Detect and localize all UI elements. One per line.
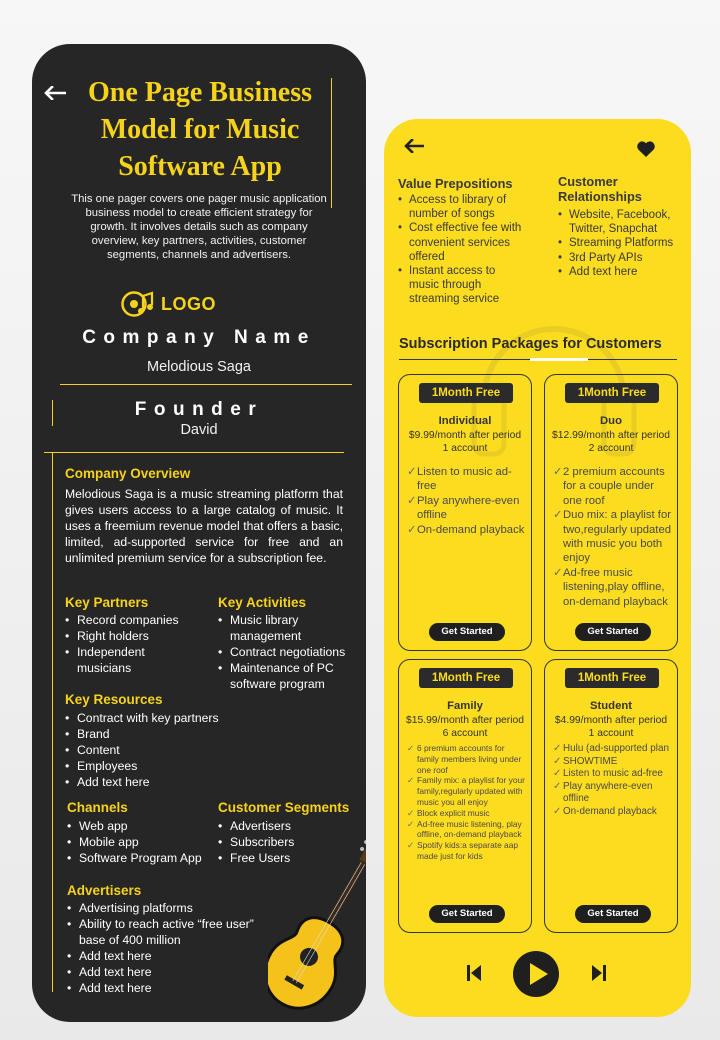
- badge-free-month: 1Month Free: [565, 668, 659, 688]
- list-item: • Mobile app: [67, 834, 217, 850]
- play-button[interactable]: [513, 951, 559, 997]
- value-heading: Value Prepositions: [398, 176, 513, 191]
- accounts-text: 1 account: [442, 443, 488, 454]
- plan-price: [399, 714, 531, 740]
- relations-list: [558, 208, 676, 279]
- list-item: • Advertising platforms: [67, 900, 272, 916]
- list-item: • Brand: [65, 726, 265, 742]
- feature-item: ✓ Play anywhere-even offline: [553, 781, 677, 806]
- left-panel: [32, 44, 366, 1022]
- package-card-duo: [544, 374, 678, 651]
- feature-item: ✓ Hulu (ad-supported plan: [553, 743, 677, 756]
- get-started-button[interactable]: Get Started: [429, 905, 505, 923]
- list-item: • Access to library of number of songs: [398, 193, 528, 221]
- list-item: • Software Program App: [67, 850, 217, 866]
- badge-free-month: 1Month Free: [419, 383, 513, 403]
- get-started-button[interactable]: Get Started: [429, 623, 505, 641]
- feature-item: ✓ Ad-free music listening,play offline, on-demand playback: [553, 566, 675, 609]
- list-item: • Website, Facebook, Twitter, Snapchat: [558, 208, 676, 236]
- list-item: • Web app: [67, 818, 217, 834]
- segments-heading: Customer Segments: [218, 800, 350, 815]
- overview-heading: Company Overview: [65, 466, 191, 481]
- list-item: • Independent musicians: [65, 644, 195, 676]
- list-item: • Add text here: [67, 948, 272, 964]
- list-item: • Add text here: [67, 964, 272, 980]
- list-item: • Add text here: [558, 265, 676, 279]
- founder-heading: Founder: [134, 399, 264, 420]
- activities-list: [218, 612, 358, 692]
- price-text: $4.99/month after period: [554, 715, 668, 726]
- value-list: [398, 193, 528, 307]
- price-text: $9.99/month after period: [408, 430, 522, 441]
- subscription-title: Subscription Packages for Customers: [399, 336, 662, 352]
- feature-list: [553, 743, 677, 819]
- list-item: • Record companies: [65, 612, 195, 628]
- accounts-text: 6 account: [442, 728, 488, 739]
- resources-list: [65, 710, 265, 790]
- feature-list: [407, 743, 525, 862]
- guitar-icon: [268, 824, 366, 1022]
- price-text: $15.99/month after period: [406, 715, 524, 726]
- feature-item: ✓ Duo mix: a playlist for two,regularly updated with music you both enjoy: [553, 508, 675, 566]
- plan-name: Family: [447, 700, 483, 712]
- list-item: • Instant access to music through streaming service: [398, 264, 528, 307]
- package-card-individual: [398, 374, 532, 651]
- list-item: • Add text here: [65, 774, 265, 790]
- play-icon: [513, 951, 559, 997]
- activities-heading: Key Activities: [218, 595, 307, 610]
- list-item: • Contract negotiations: [218, 644, 358, 660]
- divider: [52, 452, 53, 992]
- list-item: • Add text here: [67, 980, 272, 996]
- list-item: • 3rd Party APIs: [558, 251, 676, 265]
- company-heading: Company Name: [82, 327, 316, 348]
- package-card-family: [398, 659, 532, 933]
- feature-item: ✓ Play anywhere-even offline: [407, 494, 529, 523]
- plan-name: Individual: [438, 415, 492, 427]
- feature-item: ✓ 6 premium accounts for family members living under one roof: [407, 743, 525, 775]
- plan-price: [545, 714, 677, 740]
- advertisers-heading: Advertisers: [67, 883, 142, 898]
- channels-heading: Channels: [67, 800, 128, 815]
- founder-value: David: [180, 422, 218, 438]
- company-value: Melodious Saga: [147, 359, 251, 375]
- back-arrow-icon[interactable]: [44, 86, 66, 100]
- accounts-text: 1 account: [588, 728, 634, 739]
- get-started-button[interactable]: Get Started: [575, 905, 651, 923]
- partners-list: [65, 612, 195, 676]
- plan-price: [399, 429, 531, 455]
- feature-item: ✓ Listen to music ad-free: [553, 768, 677, 781]
- feature-item: ✓ Spotify kids:a separate aap made just for kids: [407, 840, 525, 862]
- plan-price: [545, 429, 677, 455]
- intro-text: This one pager covers one pager music application business model to create efficient strategy for growth. It involves details such as company overview, key partners, activities, customer segments, channels and advertisers.: [71, 193, 327, 261]
- skip-previous-icon[interactable]: [466, 964, 482, 982]
- list-item: • Subscribers: [218, 834, 338, 850]
- divider: [60, 384, 352, 385]
- feature-list: [553, 465, 675, 609]
- list-item: • Content: [65, 742, 265, 758]
- logo-label: LOGO: [161, 293, 216, 314]
- list-item: • Employees: [65, 758, 265, 774]
- feature-item: ✓ Ad-free music listening, play offline, on-demand playback: [407, 819, 525, 841]
- get-started-button[interactable]: Get Started: [575, 623, 651, 641]
- partners-heading: Key Partners: [65, 595, 149, 610]
- list-item: • Ability to reach active “free user” base of 400 million: [67, 916, 272, 948]
- heart-icon[interactable]: [636, 140, 656, 158]
- feature-item: ✓ 2 premium accounts for a couple under one roof: [553, 465, 675, 508]
- advertisers-list: [67, 900, 272, 996]
- price-text: $12.99/month after period: [552, 430, 670, 441]
- accounts-text: 2 account: [588, 443, 634, 454]
- list-item: • Advertisers: [218, 818, 338, 834]
- skip-next-icon[interactable]: [591, 964, 607, 982]
- page-title: One Page Business Model for Music Software App: [87, 77, 313, 182]
- badge-free-month: 1Month Free: [565, 383, 659, 403]
- feature-item: ✓ SHOWTIME: [553, 756, 677, 769]
- logo: [121, 290, 216, 318]
- overview-text: Melodious Saga is a music streaming platform that gives users access to a large catalog of music. It uses a freemium revenue model that offers a basic, limited, ad-supported service for free and an unlimited premium service for a subscription fee.: [65, 487, 343, 565]
- feature-list: [407, 465, 529, 537]
- plan-name: Student: [589, 700, 633, 712]
- feature-item: ✓ Family mix: a playlist for your family,regularly updated with music you all enjoy: [407, 775, 525, 807]
- list-item: • Right holders: [65, 628, 195, 644]
- badge-free-month: 1Month Free: [419, 668, 513, 688]
- resources-heading: Key Resources: [65, 692, 163, 707]
- divider: [44, 452, 344, 453]
- list-item: • Music library management: [218, 612, 358, 644]
- divider: [331, 78, 332, 208]
- channels-list: [67, 818, 217, 866]
- list-item: • Streaming Platforms: [558, 236, 676, 250]
- back-arrow-icon[interactable]: [404, 139, 424, 153]
- right-panel: [384, 119, 691, 1017]
- list-item: • Contract with key partners: [65, 710, 265, 726]
- list-item: • Cost effective fee with convenient services offered: [398, 221, 528, 264]
- feature-item: ✓ On-demand playback: [553, 806, 677, 819]
- plan-name: Duo: [600, 415, 622, 427]
- feature-item: ✓ Listen to music ad-free: [407, 465, 529, 494]
- feature-item: ✓ On-demand playback: [407, 523, 529, 537]
- package-card-student: [544, 659, 678, 933]
- divider: [530, 358, 588, 361]
- list-item: • Maintenance of PC software program: [218, 660, 358, 692]
- relations-heading: Customer Relationships: [558, 174, 642, 204]
- music-logo-icon: [121, 290, 155, 318]
- list-item: • Free Users: [218, 850, 338, 866]
- feature-item: ✓ Block explicit music: [407, 808, 525, 819]
